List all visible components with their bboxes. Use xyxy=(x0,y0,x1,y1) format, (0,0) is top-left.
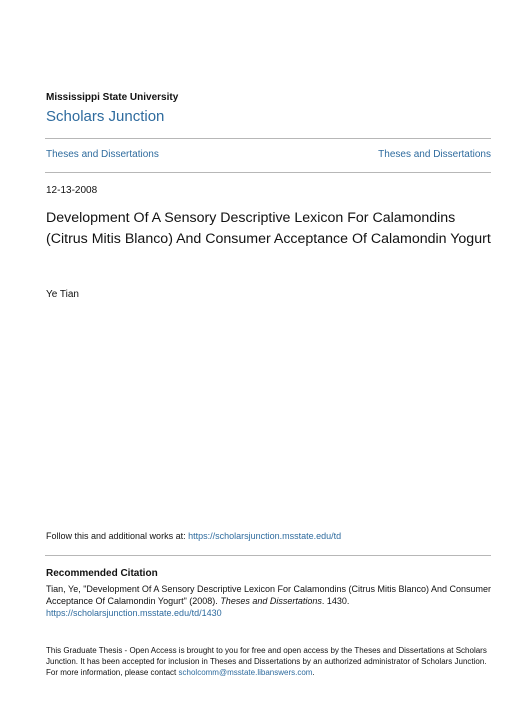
citation-series: Theses and Dissertations xyxy=(220,596,322,606)
publication-date: 12-13-2008 xyxy=(46,185,98,196)
document-title: Development Of A Sensory Descriptive Lexicon For Calamondins (Citrus Mitis Blanco) And Consumer Acceptance Of Calamondin Yogurt xyxy=(46,210,491,247)
follow-text: Follow this and additional works at: xyxy=(46,531,189,541)
follow-line xyxy=(46,531,341,541)
institution-name: Mississippi State University xyxy=(46,92,179,103)
divider-top xyxy=(45,138,491,139)
citation-block xyxy=(46,583,492,619)
author-name: Ye Tian xyxy=(46,289,79,300)
citation-link[interactable]: https://scholarsjunction.msstate.edu/td/1430 xyxy=(46,608,222,618)
citation-heading: Recommended Citation xyxy=(46,568,158,579)
notice-end: . xyxy=(312,668,315,678)
contact-email-link[interactable]: scholcomm@msstate.libanswers.com xyxy=(178,668,313,678)
collection-link-right[interactable]: Theses and Dissertations xyxy=(378,149,491,160)
notice-text: This Graduate Thesis - Open Access is brought to you for free and open access by the Theses and Dissertations at Scholars Junction. It has been accepted for inclusion in Theses and Dissertations by an authorized administrator of Scholars Junction. For more information, please contact xyxy=(46,646,487,678)
citation-number: . 1430. xyxy=(321,596,350,606)
access-notice xyxy=(46,645,496,679)
divider-citation xyxy=(45,555,491,556)
collection-link-left[interactable]: Theses and Dissertations xyxy=(46,149,159,160)
divider-collections xyxy=(45,172,491,173)
citation-text: Tian, Ye, "Development Of A Sensory Descriptive Lexicon For Calamondins (Citrus Mitis Blanco) And Consumer Acceptance Of Calamondin Yogurt" (2008). xyxy=(46,584,492,606)
follow-link[interactable]: https://scholarsjunction.msstate.edu/td xyxy=(188,531,342,541)
repository-link[interactable]: Scholars Junction xyxy=(46,108,165,125)
